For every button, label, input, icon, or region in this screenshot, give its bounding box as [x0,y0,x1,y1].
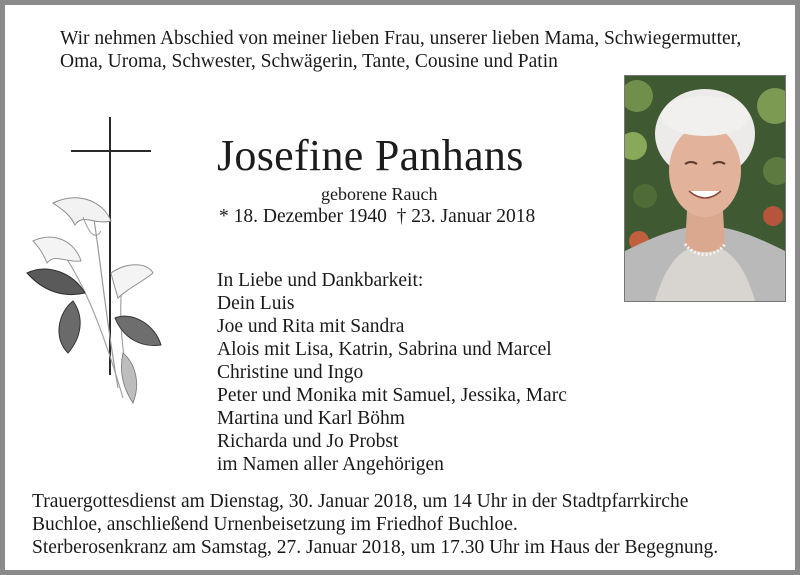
deceased-name: Josefine Panhans [217,131,524,180]
service-line-2: Buchloe, anschließend Urnenbeisetzung im Friedhof Buchloe. [32,514,518,535]
service-line-1: Trauergottesdienst am Dienstag, 30. Januar 2018, um 14 Uhr in der Stadtpfarrkirche [32,491,689,512]
intro-text [60,27,790,73]
list-item: Peter und Monika mit Samuel, Jessika, Marc [217,385,567,406]
list-item: In Liebe und Dankbarkeit: [217,270,424,291]
cross-with-lilies-icon [23,113,173,413]
service-line-3: Sterberosenkranz am Samstag, 27. Januar 2018, um 17.30 Uhr im Haus der Begegnung. [32,537,719,558]
list-item: Richarda und Jo Probst [217,431,399,452]
birth-date: * 18. Dezember 1940 [219,206,387,227]
list-item: Martina und Karl Böhm [217,408,405,429]
list-item: Christine und Ingo [217,362,364,383]
list-item: im Namen aller Angehörigen [217,454,444,475]
service-details [32,490,792,559]
life-dates [219,205,535,229]
mourners-list [217,269,567,476]
death-date: † 23. Januar 2018 [396,206,536,227]
intro-line-1: Wir nehmen Abschied von meiner lieben Frau, unserer lieben Mama, Schwiegermutter, [60,28,742,49]
list-item: Alois mit Lisa, Katrin, Sabrina und Marcel [217,339,552,360]
birth-name: geborene Rauch [321,184,438,204]
intro-line-2: Oma, Uroma, Schwester, Schwägerin, Tante, Cousine und Patin [60,51,558,72]
list-item: Dein Luis [217,293,295,314]
portrait-photo [624,75,786,302]
list-item: Joe und Rita mit Sandra [217,316,405,337]
